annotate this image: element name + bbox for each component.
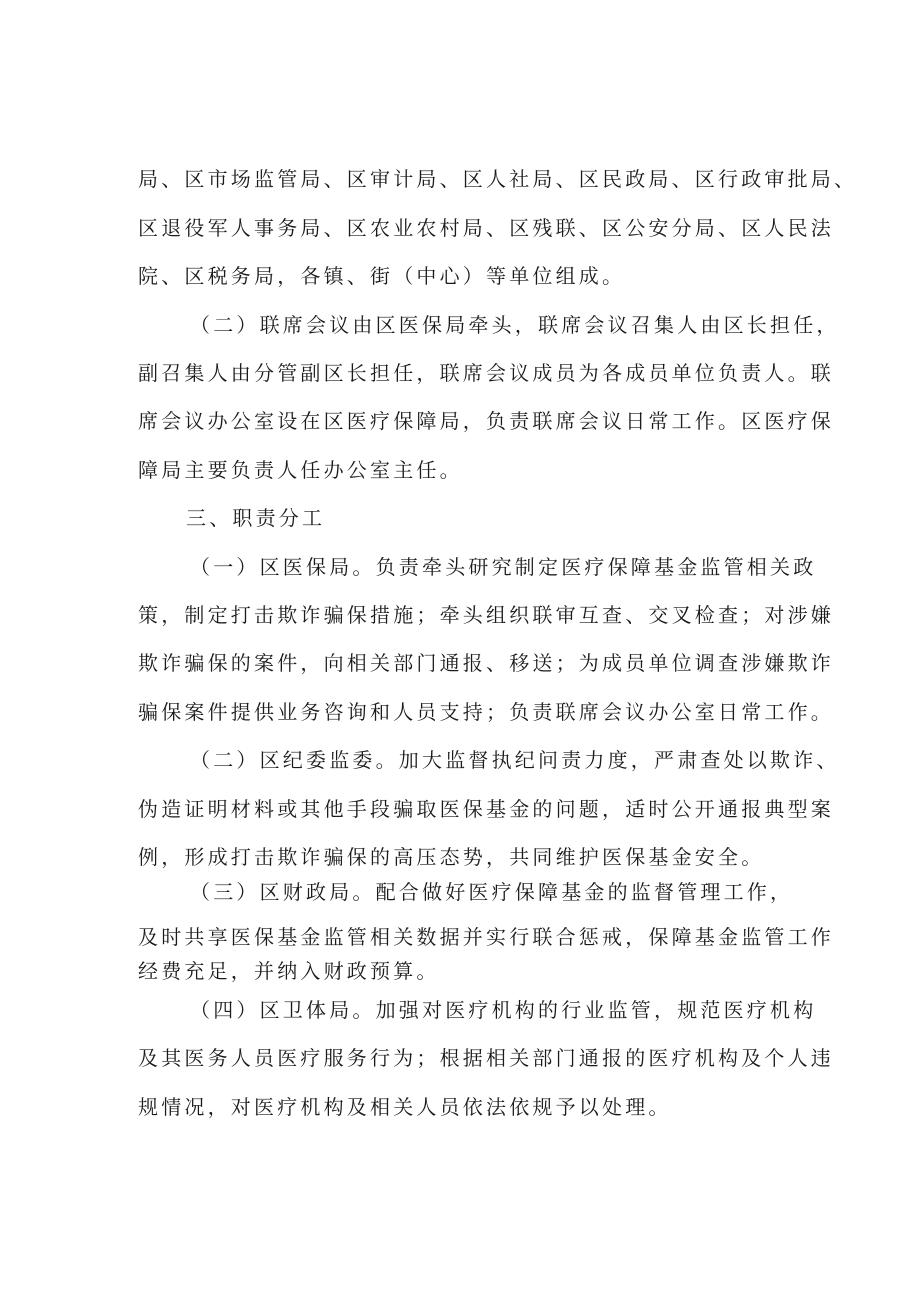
text-line: （三）区财政局。配合做好医疗保障基金的监督管理工作，: [190, 880, 794, 904]
text-line: 及时共享医保基金监管相关数据并实行联合惩戒，保障基金监管工作: [138, 925, 834, 949]
text-line: 区退役军人事务局、区农业农村局、区残联、区公安分局、区人民法: [138, 216, 834, 240]
text-line: 骗保案件提供业务咨询和人员支持；负责联席会议办公室日常工作。: [138, 700, 834, 724]
text-line: 及其医务人员医疗服务行为；根据相关部门通报的医疗机构及个人违: [138, 1046, 834, 1070]
text-line: （二）区纪委监委。加大监督执纪问责力度，严肃查处以欺诈、: [190, 748, 840, 772]
text-line: 障局主要负责人任办公室主任。: [138, 458, 463, 482]
text-line: 局、区市场监管局、区审计局、区人社局、区民政局、区行政审批局、: [138, 167, 858, 191]
text-line: 策，制定打击欺诈骗保措施；牵头组织联审互查、交叉检查；对涉嫌: [138, 603, 834, 627]
text-line: （四）区卫体局。加强对医疗机构的行业监管，规范医疗机构: [190, 998, 817, 1022]
text-line: 例，形成打击欺诈骗保的高压态势，共同维护医保基金安全。: [138, 845, 765, 869]
text-line: 欺诈骗保的案件，向相关部门通报、移送；为成员单位调查涉嫌欺诈: [138, 651, 834, 675]
section-heading: 三、职责分工: [186, 506, 326, 530]
text-line: 经费充足，并纳入财政预算。: [138, 959, 440, 983]
text-line: 伪造证明材料或其他手段骗取医保基金的问题，适时公开通报典型案: [138, 797, 834, 821]
text-line: 规情况，对医疗机构及相关人员依法依规予以处理。: [138, 1095, 672, 1119]
text-line: （二）联席会议由区医保局牵头，联席会议召集人由区长担任，: [190, 313, 840, 337]
text-line: 院、区税务局，各镇、街（中心）等单位组成。: [138, 264, 626, 288]
text-line: 席会议办公室设在区医疗保障局，负责联席会议日常工作。区医疗保: [138, 409, 834, 433]
text-line: （一）区医保局。负责牵头研究制定医疗保障基金监管相关政: [190, 555, 817, 579]
text-line: 副召集人由分管副区长担任，联席会议成员为各成员单位负责人。联: [138, 361, 834, 385]
